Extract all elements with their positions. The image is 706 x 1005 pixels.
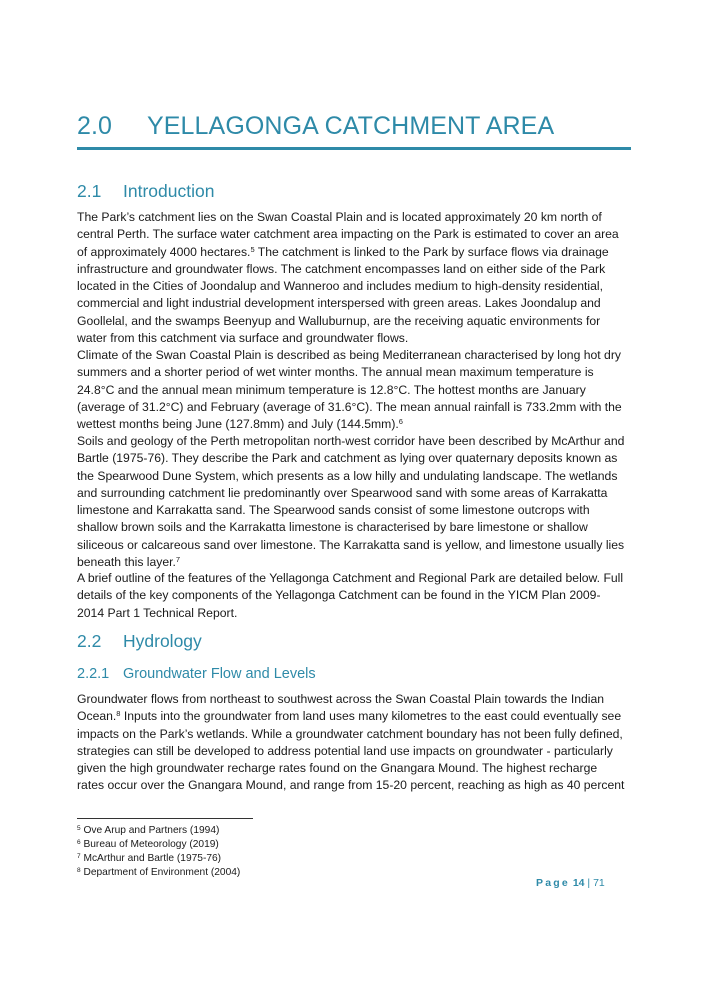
section-heading	[77, 112, 633, 141]
line-text: limestone and Karrakatta sand. The Spearwood sands consist of some limestone outcrops with	[77, 503, 590, 518]
line-text: Soils and geology of the Perth metropolitan north-west corridor have been described by McArthur and	[77, 434, 625, 448]
line-text: water from this catchment via surface and groundwater flows.	[77, 331, 409, 346]
text-line	[77, 519, 637, 536]
line-text: 24.8°C and the annual mean minimum temperature is 12.8°C. The hottest months are January	[77, 382, 586, 397]
subsubsection-heading-groundwater	[77, 666, 316, 682]
heading-rule	[77, 147, 631, 150]
line-text: A brief outline of the features of the Yellagonga Catchment and Regional Park are detailed below. Full	[77, 571, 624, 585]
text-line	[77, 570, 637, 587]
footnote	[77, 853, 221, 864]
text-line	[77, 726, 637, 743]
text-line	[77, 347, 637, 364]
line-text: shallow brown soils and the Karrakatta limestone is characterised by bare limestone or shallow	[77, 520, 588, 535]
subsubsection-title: Groundwater Flow and Levels	[123, 666, 316, 682]
footnote-reference[interactable]: 7	[175, 555, 181, 565]
footnote-number: 5	[77, 825, 81, 832]
footnote-number: 6	[77, 839, 81, 846]
text-line	[77, 485, 637, 502]
text-line	[77, 587, 637, 604]
subsubsection-number: 2.2.1	[77, 666, 110, 682]
line-text: Inputs into the groundwater from land uses many kilometres to the east could eventually see	[120, 709, 622, 724]
line-text: given the high groundwater recharge rates found on the Gnangara Mound. The highest recharge	[77, 761, 598, 776]
line-text: Climate of the Swan Coastal Plain is described as being Mediterranean characterised by long hot dry	[77, 348, 621, 362]
line-text: Bartle (1975-76). They describe the Park and catchment as lying over quaternary deposits known as	[77, 451, 618, 466]
text-line	[77, 708, 637, 725]
line-text: wettest months being June (127.8mm) and July (144.5mm).	[77, 417, 399, 432]
footnote-text: Department of Environment (2004)	[83, 867, 241, 878]
page-current: 14	[572, 877, 585, 889]
footnote-number: 8	[77, 867, 81, 874]
line-text: strategies can still be developed to address potential land use impacts on groundwater - particularly	[77, 743, 613, 758]
line-text: Ocean.	[77, 709, 117, 724]
footnote-text: Bureau of Meteorology (2019)	[83, 839, 219, 850]
line-text: details of the key components of the Yellagonga Catchment can be found in the YICM Plan 2009-	[77, 588, 601, 603]
footnote-reference[interactable]: 6	[398, 417, 403, 427]
subsection-heading-hydrology	[77, 631, 202, 652]
footnote	[77, 825, 219, 836]
line-text: Goollelal, and the swamps Beenyup and Walluburnup, are the receiving aquatic environments for	[77, 313, 601, 328]
line-text: located in the Cities of Joondalup and Wanneroo and includes medium to high-density residential,	[77, 279, 603, 294]
paragraph	[77, 347, 637, 433]
footnote-reference[interactable]: 8	[116, 709, 121, 719]
text-line	[77, 382, 637, 399]
text-line	[77, 450, 637, 467]
text-line	[77, 209, 637, 226]
paragraph	[77, 209, 637, 347]
line-text: infrastructure and groundwater flows. The catchment encompasses land on either side of the Park	[77, 261, 606, 276]
footnote-separator	[77, 818, 253, 819]
text-line	[77, 364, 637, 381]
text-line	[77, 743, 637, 760]
subsection-heading-introduction	[77, 181, 214, 202]
subsection-title: Introduction	[123, 181, 215, 201]
subsection-number: 2.1	[77, 181, 102, 201]
page-number	[536, 877, 605, 889]
text-line	[77, 416, 637, 433]
footnote	[77, 867, 240, 878]
line-text: rates occur over the Gnangara Mound, and range from 15-20 percent, reaching as high as 40 percent	[77, 778, 625, 793]
section-title: YELLAGONGA CATCHMENT AREA	[147, 112, 555, 140]
text-line	[77, 261, 637, 278]
section-number: 2.0	[77, 112, 113, 140]
text-line	[77, 399, 637, 416]
line-text: 2014 Part 1 Technical Report.	[77, 605, 238, 620]
line-text: summers and a shorter period of wet winter months. The annual mean maximum temperature is	[77, 365, 594, 380]
paragraph	[77, 570, 637, 622]
text-line	[77, 691, 637, 708]
footnote	[77, 839, 219, 850]
line-text: Groundwater flows from northeast to southwest across the Swan Coastal Plain towards the Indian	[77, 692, 605, 706]
line-text: beneath this layer.	[77, 555, 176, 570]
text-line	[77, 777, 637, 794]
footnote-text: Ove Arup and Partners (1994)	[83, 825, 220, 836]
text-line	[77, 226, 637, 243]
text-line	[77, 433, 637, 450]
footnote-text: McArthur and Bartle (1975-76)	[83, 853, 222, 864]
subsection-number: 2.2	[77, 631, 102, 651]
text-line	[77, 244, 637, 261]
page-separator: |	[584, 877, 594, 889]
paragraph	[77, 433, 637, 571]
text-line	[77, 278, 637, 295]
text-line	[77, 502, 637, 519]
paragraph	[77, 691, 637, 795]
line-text: the Spearwood Dune System, which presents as a low hilly and undulating landscape. The wetlands	[77, 468, 618, 483]
text-line	[77, 468, 637, 485]
footnote-number: 7	[77, 853, 81, 860]
text-line	[77, 537, 637, 554]
line-text: The Park’s catchment lies on the Swan Coastal Plain and is located approximately 20 km north of	[77, 210, 602, 224]
text-line	[77, 313, 637, 330]
line-text: impacts on the Park’s wetlands. While a groundwater catchment boundary has not been fully defined,	[77, 726, 623, 741]
line-text: and surrounding catchment lie predominantly over Spearwood sand with some areas of Karrakatta	[77, 485, 608, 500]
subsection-title: Hydrology	[123, 631, 202, 651]
text-line	[77, 554, 637, 571]
text-line	[77, 330, 637, 347]
line-text: The catchment is linked to the Park by surface flows via drainage	[254, 244, 609, 259]
line-text: commercial and light industrial development interspersed with green areas. Lakes Joondalup and	[77, 296, 601, 311]
text-line	[77, 295, 637, 312]
line-text: central Perth. The surface water catchment area impacting on the Park is estimated to cover an area	[77, 227, 619, 242]
line-text: (average of 31.2°C) and February (average of 31.6°C). The mean annual rainfall is 733.2mm with the	[77, 399, 622, 414]
line-text: siliceous or calcareous sand over limestone. The Karrakatta sand is yellow, and limestone usually lies	[77, 537, 625, 552]
page-label: Page	[536, 877, 570, 889]
line-text: of approximately 4000 hectares.	[77, 244, 251, 259]
text-line	[77, 605, 637, 622]
text-line	[77, 760, 637, 777]
footnote-reference[interactable]: 5	[250, 244, 255, 254]
page-total: 71	[593, 877, 605, 889]
